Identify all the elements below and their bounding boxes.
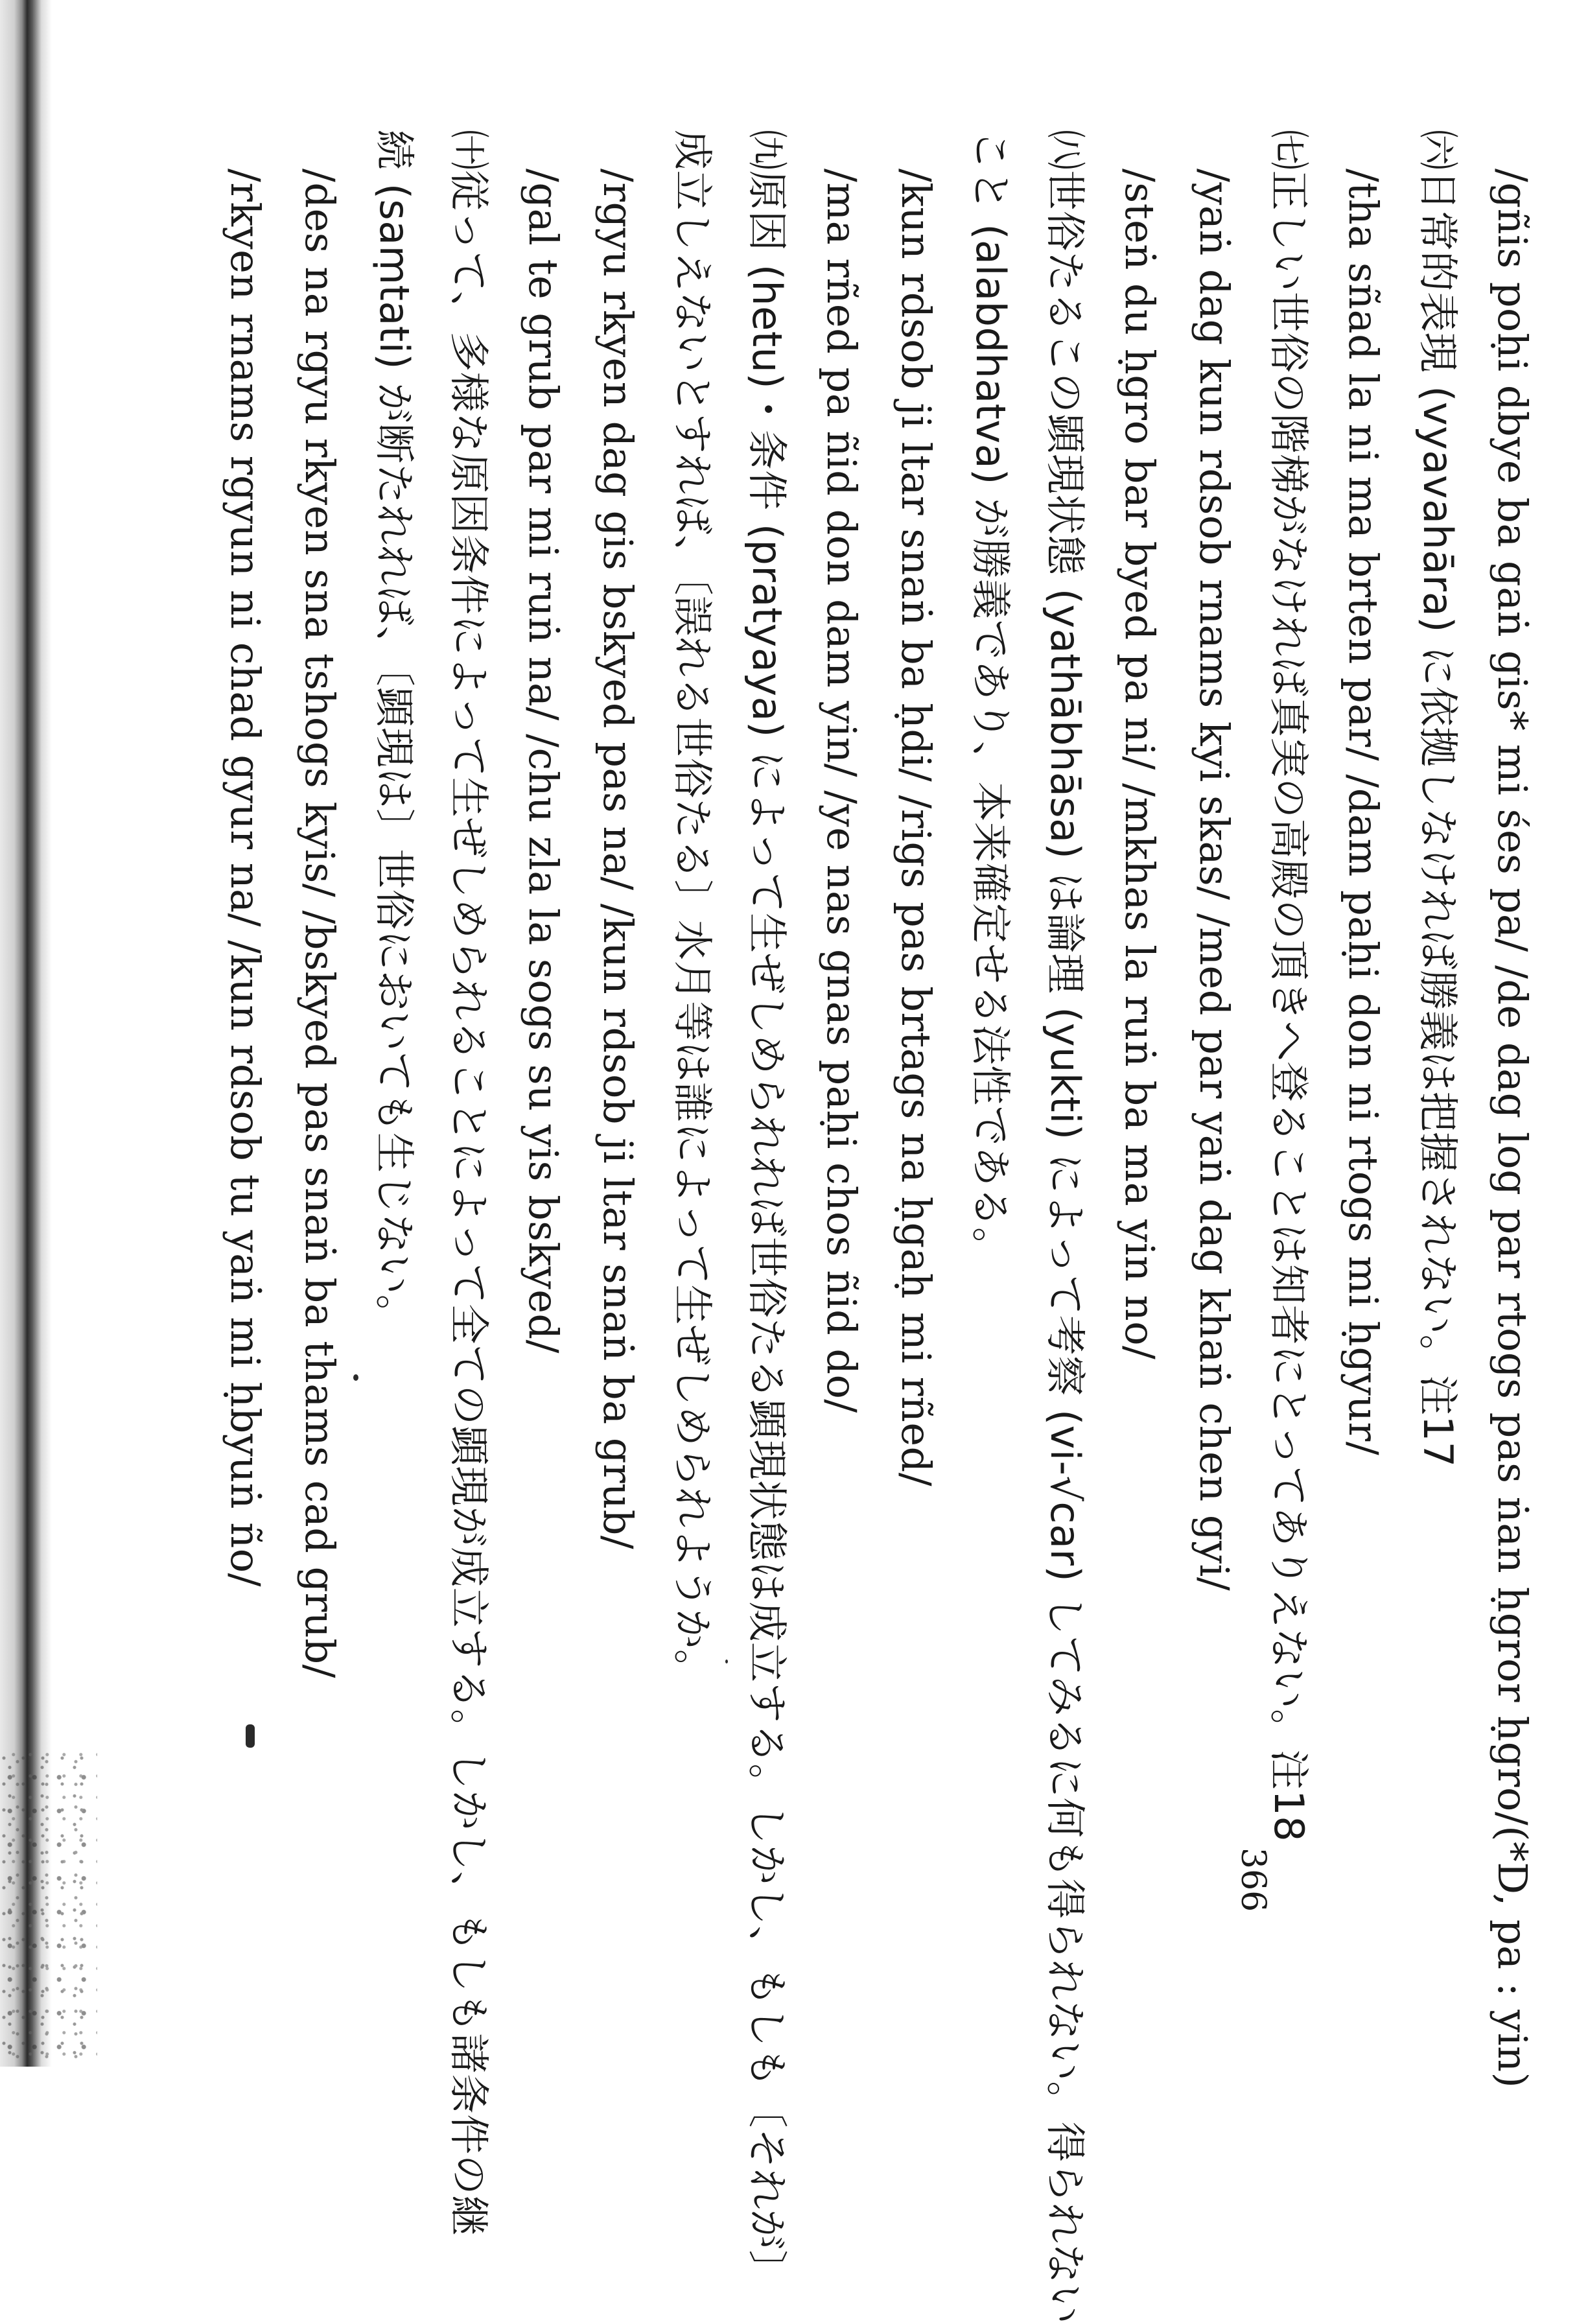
text-line: 続 (saṃtati) が断たれれば、〔顕現は〕世俗においても生じない。 (371, 130, 418, 1335)
text-line: こと (alabdhatva) が勝義であり、本来確定せる法性である。 (967, 130, 1014, 1268)
text-line: 成立しえないとすれば、〔誤れる世俗たる〕水月等は誰によって生ぜしめられようか。 (669, 130, 716, 1690)
text-line: /kun rdsob ji ltar snaṅ ba ḥdi/ /rigs pas brtags na ḥgaḥ mi rñed/ (893, 169, 940, 1487)
text-line: /gñis poḥi dbye ba gaṅ gis* mi śes pa/ /de dag log par rtogs pas ṅan ḥgror ḥgro/(*D, pa : yin) (1489, 169, 1536, 2089)
text-line: /steṅ du ḥgro bar byed pa ni/ /mkhas la ruṅ ba ma yin no/ (1116, 169, 1163, 1360)
text-line: /rkyen rnams rgyun ni chad gyur na/ /kun rdsob tu yaṅ mi ḥbyuṅ ño/ (222, 169, 269, 1587)
text-line: /ma rñed pa ñid don dam yin/ /ye nas gnas paḥi chos ñid do/ (818, 169, 865, 1413)
text-line: /des na rgyu rkyen sna tshogs kyis/ /bskyed pas snaṅ ba thams cad grub/ (296, 169, 344, 1678)
ink-mark (246, 1724, 255, 1748)
ink-mark (725, 1660, 728, 1663)
text-line: ㈩従って、多様な原因条件によって生ぜしめられることによって全ての顕現が成立する。しかし、もしも諸条件の継 (445, 130, 493, 2236)
text-line: /tha sñad la ni ma brten par/ /dam paḥi don ni rtogs mi ḥgyur/ (1340, 169, 1387, 1456)
ink-mark (353, 1374, 358, 1381)
text-line: ㈥日常的表現 (vyavahāra) に依拠しなければ勝義は把握されない。注17 (1414, 130, 1462, 1468)
text-line: /rgyu rkyen dag gis bskyed pas na/ /kun rdsob ji ltar snaṅ ba grub/ (594, 169, 642, 1550)
page-number: 366 (1233, 1848, 1272, 1912)
text-line: ㈦正しい世俗の階梯がなければ真実の高殿の頂きへ登ることは知者にとってありえない。注18 (1265, 130, 1313, 1842)
text-line: ㈧世俗たるこの顕現状態 (yathābhāsa) は論理 (yukti) によって考察 (vi-√car) してみるに何も得られない。得られない (1042, 130, 1089, 2324)
text-line: /yaṅ dag kun rdsob rnams kyi skas/ /med par yaṅ dag khaṅ chen gyi/ (1191, 169, 1238, 1591)
text-line: ㈨原因 (hetu)・条件 (pratyaya) によって生ぜしめられれば世俗たる顕現状態は成立する。しかし、もしも〔それが〕 (743, 130, 791, 2290)
text-line: /gal te grub par mi ruṅ na/ /chu zla la sogs su yis bskyed/ (520, 169, 567, 1354)
